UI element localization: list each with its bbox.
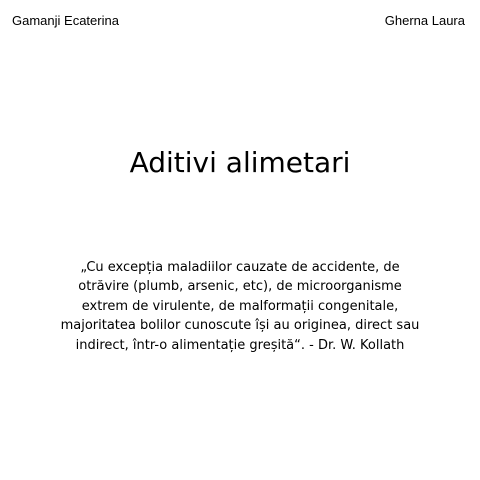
quote-line: indirect, într-o alimentație greșită“. - Dr. W. Kollath	[75, 337, 405, 353]
slide-title: Aditivi alimetari	[129, 146, 351, 179]
author-right: Gherna Laura	[384, 13, 465, 28]
quote-line: „Cu excepția maladiilor cauzate de accidente, de	[80, 260, 400, 275]
quote-line: extrem de virulente, de malformații congenitale,	[81, 298, 399, 314]
quote-line: otrăvire (plumb, arsenic, etc), de microorganisme	[78, 279, 402, 295]
quote-block	[60, 258, 420, 355]
quote-line: majoritatea bolilor cunoscute își au originea, direct sau	[60, 318, 420, 334]
author-left: Gamanji Ecaterina	[12, 13, 119, 28]
